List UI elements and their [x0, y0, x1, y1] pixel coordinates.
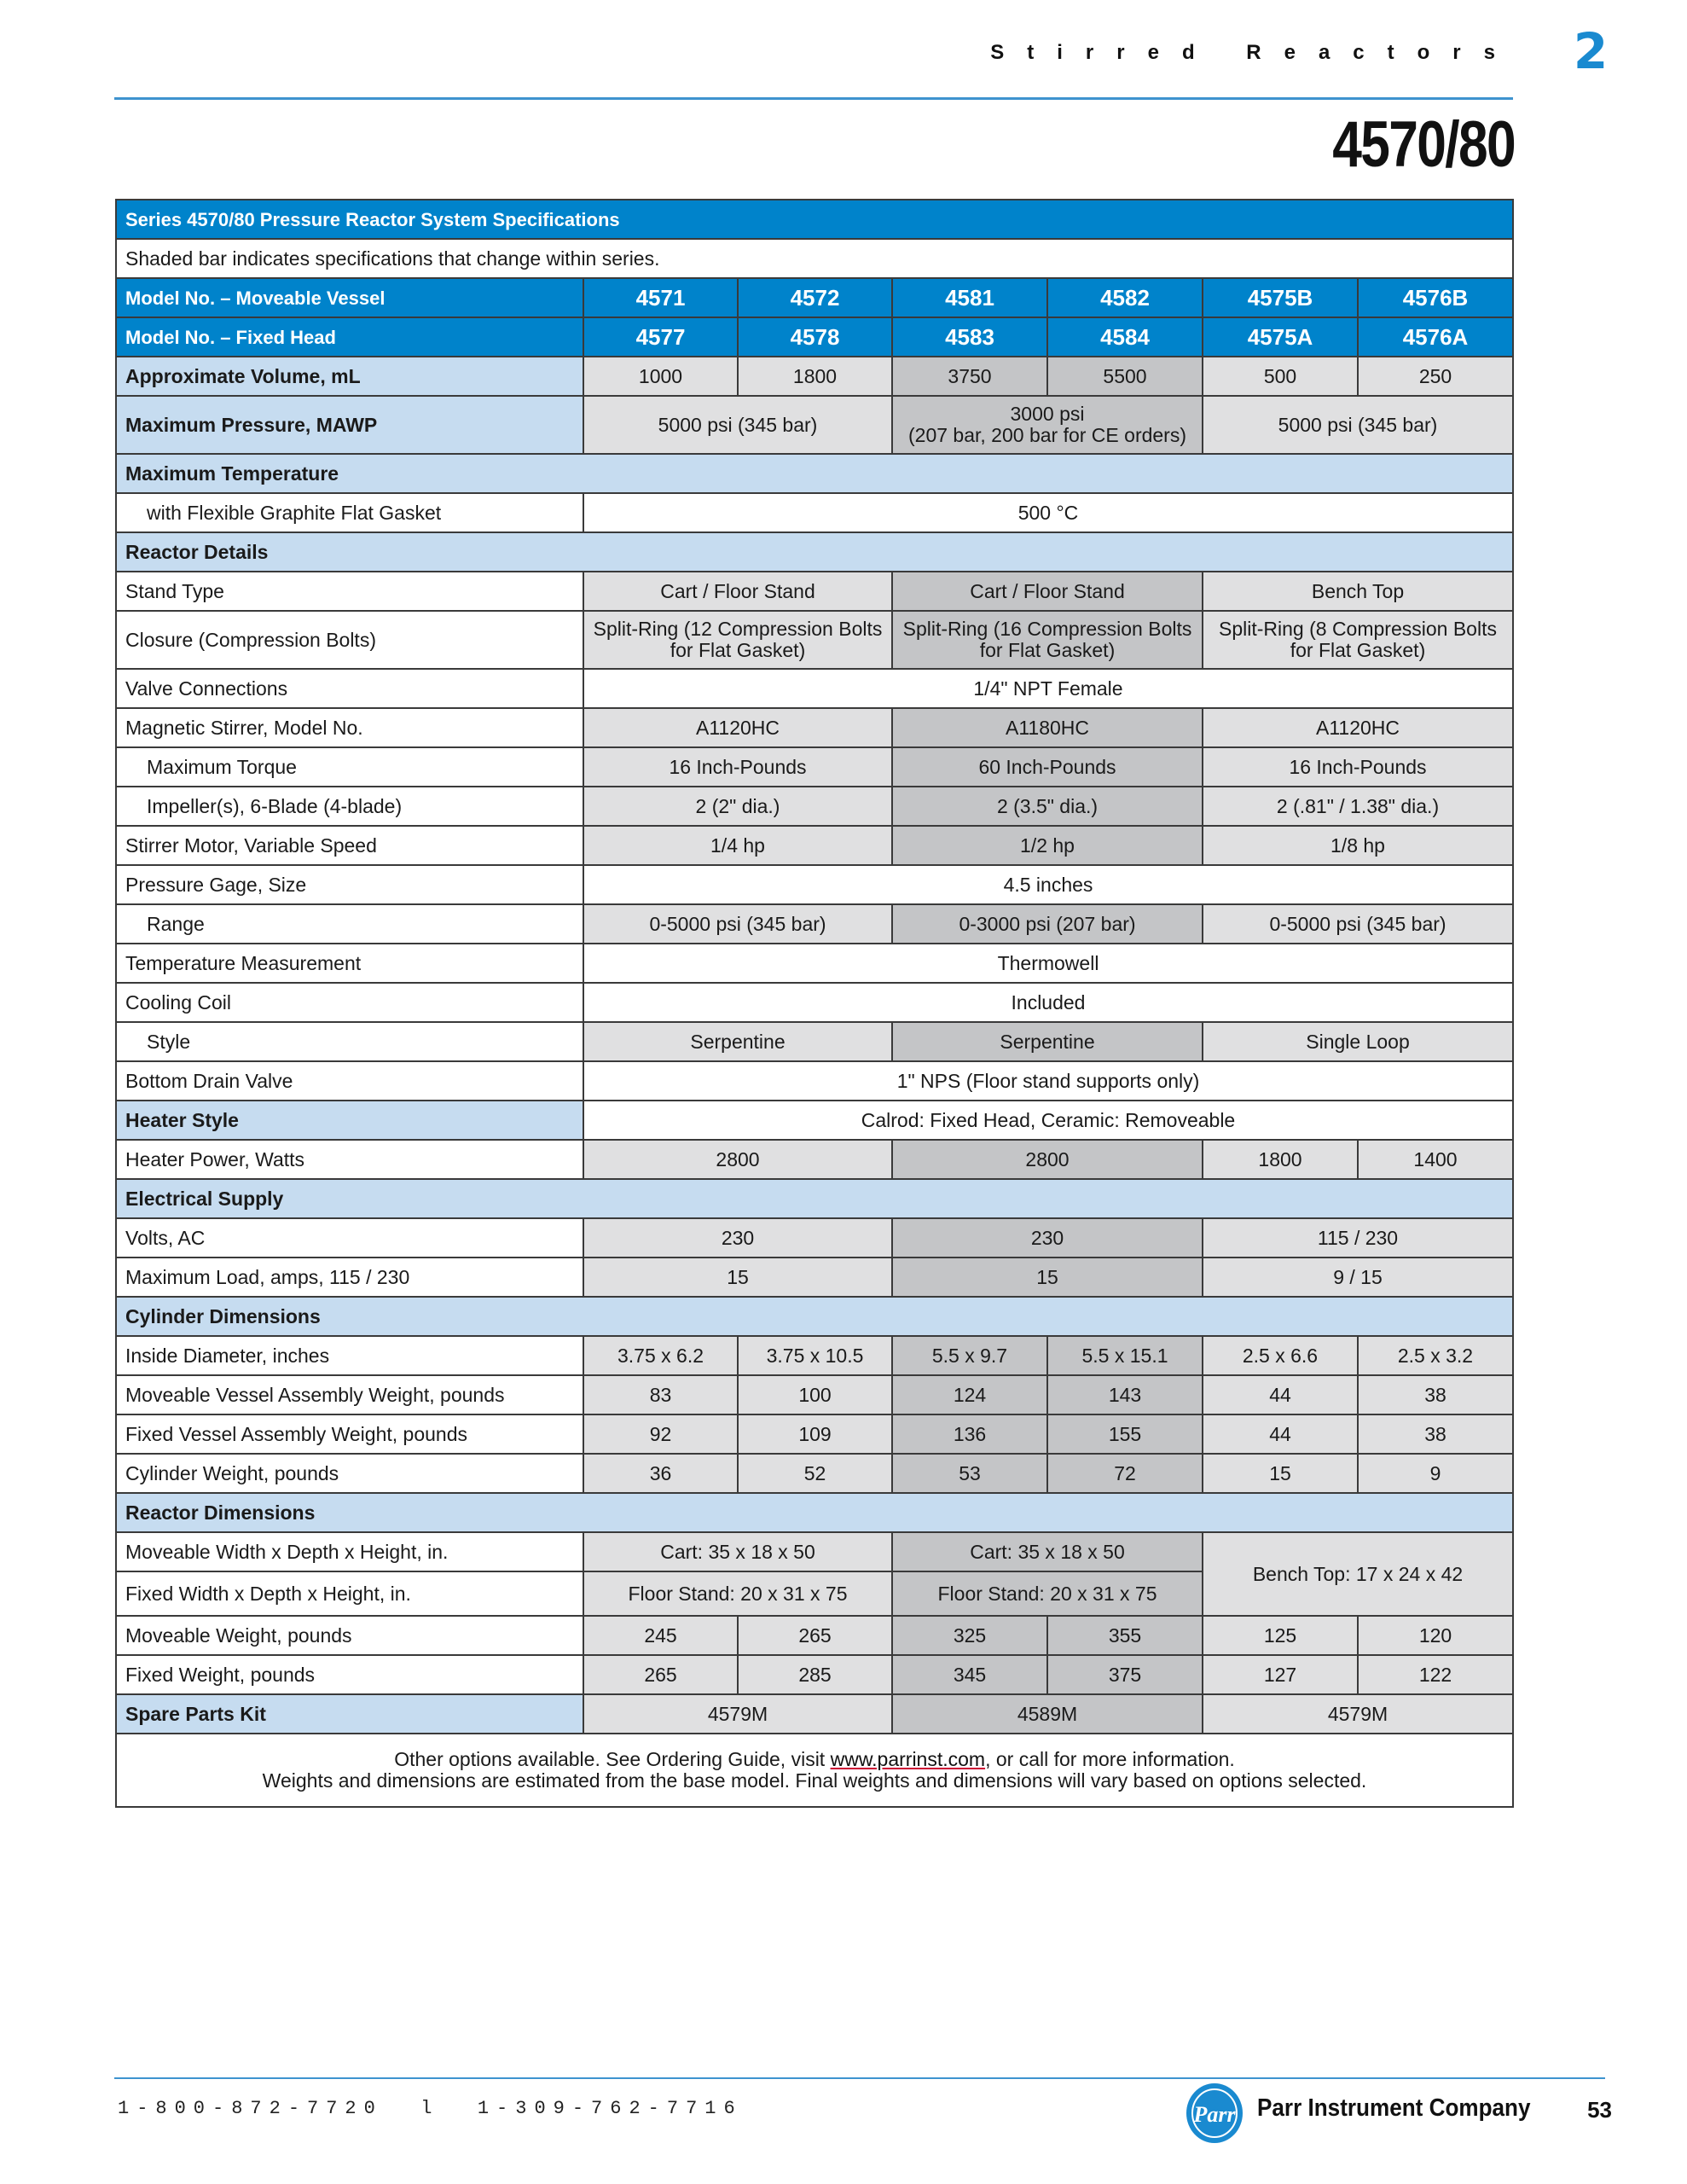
table-cell: 1/4" NPT Female — [583, 669, 1513, 708]
model-cell: 4583 — [892, 317, 1047, 357]
table-cell: 92 — [583, 1414, 738, 1454]
motor-row — [116, 826, 1513, 865]
table-cell: 52 — [738, 1454, 892, 1493]
table-cell: 125 — [1203, 1616, 1358, 1655]
inside-diameter-row — [116, 1336, 1513, 1375]
volume-row — [116, 357, 1513, 396]
heater-power-row — [116, 1140, 1513, 1179]
footnote-text: , or call for more information. — [985, 1748, 1235, 1770]
table-cell: 355 — [1047, 1616, 1203, 1655]
row-label: Range — [116, 904, 583, 944]
table-cell: Cart / Floor Stand — [583, 572, 892, 611]
row-label: Model No. – Moveable Vessel — [116, 278, 583, 317]
section-row-reactor-details — [116, 532, 1513, 572]
table-cell: Cart: 35 x 18 x 50 — [583, 1532, 892, 1571]
row-label: Stirrer Motor, Variable Speed — [116, 826, 583, 865]
table-cell: 38 — [1358, 1414, 1513, 1454]
table-cell: 60 Inch-Pounds — [892, 747, 1203, 787]
footer-divider — [114, 2077, 1605, 2079]
model-cell: 4577 — [583, 317, 738, 357]
table-cell: Bench Top: 17 x 24 x 42 — [1203, 1532, 1513, 1616]
table-cell: Single Loop — [1203, 1022, 1513, 1061]
row-label: Fixed Width x Depth x Height, in. — [116, 1571, 583, 1616]
table-cell: Floor Stand: 20 x 31 x 75 — [583, 1571, 892, 1616]
table-cell: 53 — [892, 1454, 1047, 1493]
model-cell: 4572 — [738, 278, 892, 317]
impeller-row — [116, 787, 1513, 826]
table-cell: 1/4 hp — [583, 826, 892, 865]
table-cell: Bench Top — [1203, 572, 1513, 611]
model-cell: 4581 — [892, 278, 1047, 317]
table-cell: 245 — [583, 1616, 738, 1655]
valve-row — [116, 669, 1513, 708]
table-cell: 230 — [892, 1218, 1203, 1258]
table-cell: 5.5 x 9.7 — [892, 1336, 1047, 1375]
table-note: Shaded bar indicates specifications that change within series. — [116, 239, 1513, 278]
table-footnote — [116, 1734, 1513, 1807]
cylinder-weight-row — [116, 1454, 1513, 1493]
section-heading: Cylinder Dimensions — [116, 1297, 1513, 1336]
table-cell: Serpentine — [892, 1022, 1203, 1061]
website-link[interactable]: www.parrinst.com — [830, 1748, 986, 1770]
table-cell: A1180HC — [892, 708, 1203, 747]
row-label: Moveable Vessel Assembly Weight, pounds — [116, 1375, 583, 1414]
table-cell: 15 — [583, 1258, 892, 1297]
row-label: Moveable Width x Depth x Height, in. — [116, 1532, 583, 1571]
section-row-max-temp — [116, 454, 1513, 493]
table-cell: 36 — [583, 1454, 738, 1493]
volts-row — [116, 1218, 1513, 1258]
model-cell: 4578 — [738, 317, 892, 357]
row-label: Fixed Vessel Assembly Weight, pounds — [116, 1414, 583, 1454]
coil-row — [116, 983, 1513, 1022]
closure-row — [116, 611, 1513, 669]
moveable-dims-row — [116, 1532, 1513, 1571]
row-label: Spare Parts Kit — [116, 1694, 583, 1734]
row-label: Style — [116, 1022, 583, 1061]
table-cell: 115 / 230 — [1203, 1218, 1513, 1258]
row-label: Volts, AC — [116, 1218, 583, 1258]
table-cell: 1/8 hp — [1203, 826, 1513, 865]
table-cell: 265 — [738, 1616, 892, 1655]
model-cell: 4575B — [1203, 278, 1358, 317]
page-number: 53 — [1587, 2097, 1612, 2123]
row-label: Heater Style — [116, 1101, 583, 1140]
row-label: Model No. – Fixed Head — [116, 317, 583, 357]
row-label: Maximum Pressure, MAWP — [116, 396, 583, 454]
row-label: Cylinder Weight, pounds — [116, 1454, 583, 1493]
table-cell: Thermowell — [583, 944, 1513, 983]
table-cell: Included — [583, 983, 1513, 1022]
heater-style-row — [116, 1101, 1513, 1140]
model-moveable-row — [116, 278, 1513, 317]
table-cell: 2 (.81" / 1.38" dia.) — [1203, 787, 1513, 826]
fixed-vessel-weight-row — [116, 1414, 1513, 1454]
table-cell: Cart / Floor Stand — [892, 572, 1203, 611]
table-cell: 1800 — [738, 357, 892, 396]
table-cell: 124 — [892, 1375, 1047, 1414]
load-row — [116, 1258, 1513, 1297]
row-label: Closure (Compression Bolts) — [116, 611, 583, 669]
table-cell: 285 — [738, 1655, 892, 1694]
table-cell: 4579M — [583, 1694, 892, 1734]
section-row-cylinder-dims — [116, 1297, 1513, 1336]
logo-text: Parr — [1193, 2102, 1236, 2127]
table-cell: 136 — [892, 1414, 1047, 1454]
row-label: Bottom Drain Valve — [116, 1061, 583, 1101]
table-title: Series 4570/80 Pressure Reactor System Specifications — [116, 200, 1513, 239]
section-row-reactor-dims — [116, 1493, 1513, 1532]
table-cell: 4589M — [892, 1694, 1203, 1734]
moveable-weight-row — [116, 1616, 1513, 1655]
table-cell: 250 — [1358, 357, 1513, 396]
table-cell: 2800 — [892, 1140, 1203, 1179]
page-title: 4570/80 — [1332, 108, 1515, 181]
table-cell: 2 (3.5" dia.) — [892, 787, 1203, 826]
row-label: Maximum Load, amps, 115 / 230 — [116, 1258, 583, 1297]
row-label: Pressure Gage, Size — [116, 865, 583, 904]
table-cell: 3750 — [892, 357, 1047, 396]
table-cell: 1400 — [1358, 1140, 1513, 1179]
table-cell: Split-Ring (16 Compression Bolts for Flat Gasket) — [892, 611, 1203, 669]
table-cell: A1120HC — [583, 708, 892, 747]
table-cell: 2 (2" dia.) — [583, 787, 892, 826]
section-heading: Reactor Dimensions — [116, 1493, 1513, 1532]
table-cell: 0-3000 psi (207 bar) — [892, 904, 1203, 944]
table-cell: Cart: 35 x 18 x 50 — [892, 1532, 1203, 1571]
gasket-row — [116, 493, 1513, 532]
table-cell: 2.5 x 3.2 — [1358, 1336, 1513, 1375]
torque-row — [116, 747, 1513, 787]
table-title-row — [116, 200, 1513, 239]
style-row — [116, 1022, 1513, 1061]
footnote-text: Weights and dimensions are estimated from the base model. Final weights and dimensions will vary based on options selected. — [262, 1769, 1367, 1792]
model-cell: 4584 — [1047, 317, 1203, 357]
table-cell: 122 — [1358, 1655, 1513, 1694]
table-cell: 1800 — [1203, 1140, 1358, 1179]
table-cell: Split-Ring (8 Compression Bolts for Flat Gasket) — [1203, 611, 1513, 669]
section-heading: Maximum Temperature — [116, 454, 1513, 493]
table-cell: 1" NPS (Floor stand supports only) — [583, 1061, 1513, 1101]
table-cell: 265 — [583, 1655, 738, 1694]
table-cell: 5000 psi (345 bar) — [1203, 396, 1513, 454]
table-cell: 143 — [1047, 1375, 1203, 1414]
table-cell: 109 — [738, 1414, 892, 1454]
section-heading: Reactor Details — [116, 532, 1513, 572]
table-cell: 15 — [892, 1258, 1203, 1297]
table-cell: 120 — [1358, 1616, 1513, 1655]
row-label: Impeller(s), 6-Blade (4-blade) — [116, 787, 583, 826]
row-label: Maximum Torque — [116, 747, 583, 787]
row-label: Moveable Weight, pounds — [116, 1616, 583, 1655]
row-label: Fixed Weight, pounds — [116, 1655, 583, 1694]
row-label: Inside Diameter, inches — [116, 1336, 583, 1375]
table-cell: 5.5 x 15.1 — [1047, 1336, 1203, 1375]
table-cell: Floor Stand: 20 x 31 x 75 — [892, 1571, 1203, 1616]
table-cell: 345 — [892, 1655, 1047, 1694]
table-cell: 5500 — [1047, 357, 1203, 396]
table-cell: 3000 psi (207 bar, 200 bar for CE orders) — [892, 396, 1203, 454]
model-cell: 4576A — [1358, 317, 1513, 357]
range-row — [116, 904, 1513, 944]
model-cell: 4576B — [1358, 278, 1513, 317]
table-cell: 3.75 x 6.2 — [583, 1336, 738, 1375]
table-cell: 72 — [1047, 1454, 1203, 1493]
row-label: Heater Power, Watts — [116, 1140, 583, 1179]
table-cell: 0-5000 psi (345 bar) — [1203, 904, 1513, 944]
table-cell: 1000 — [583, 357, 738, 396]
table-cell: 16 Inch-Pounds — [1203, 747, 1513, 787]
model-cell: 4582 — [1047, 278, 1203, 317]
row-label: Valve Connections — [116, 669, 583, 708]
table-cell: 2.5 x 6.6 — [1203, 1336, 1358, 1375]
footnote-text: Other options available. See Ordering Guide, visit — [394, 1748, 831, 1770]
table-footnote-row — [116, 1734, 1513, 1807]
table-cell: 4579M — [1203, 1694, 1513, 1734]
pressure-row — [116, 396, 1513, 454]
model-cell: 4571 — [583, 278, 738, 317]
row-label: with Flexible Graphite Flat Gasket — [116, 493, 583, 532]
company-name: Parr Instrument Company — [1257, 2094, 1531, 2122]
section-row-electrical — [116, 1179, 1513, 1218]
table-cell: 500 °C — [583, 493, 1513, 532]
table-cell: A1120HC — [1203, 708, 1513, 747]
chapter-number: 2 — [1573, 22, 1609, 80]
temp-meas-row — [116, 944, 1513, 983]
section-title: Stirred Reactors — [990, 41, 1518, 64]
gage-row — [116, 865, 1513, 904]
table-cell: 4.5 inches — [583, 865, 1513, 904]
table-cell: 0-5000 psi (345 bar) — [583, 904, 892, 944]
moveable-vessel-weight-row — [116, 1375, 1513, 1414]
model-cell: 4575A — [1203, 317, 1358, 357]
table-cell: 127 — [1203, 1655, 1358, 1694]
fixed-weight-row — [116, 1655, 1513, 1694]
phone-numbers: 1-800-872-7720 l 1-309-762-7716 — [118, 2098, 743, 2119]
stirrer-row — [116, 708, 1513, 747]
table-cell: Calrod: Fixed Head, Ceramic: Removeable — [583, 1101, 1513, 1140]
table-cell: 500 — [1203, 357, 1358, 396]
table-cell: 3.75 x 10.5 — [738, 1336, 892, 1375]
table-cell: 100 — [738, 1375, 892, 1414]
table-note-row — [116, 239, 1513, 278]
model-fixed-row — [116, 317, 1513, 357]
row-label: Stand Type — [116, 572, 583, 611]
table-cell: 155 — [1047, 1414, 1203, 1454]
table-cell: 2800 — [583, 1140, 892, 1179]
table-cell: 44 — [1203, 1375, 1358, 1414]
table-cell: 38 — [1358, 1375, 1513, 1414]
table-cell: 1/2 hp — [892, 826, 1203, 865]
table-cell: 15 — [1203, 1454, 1358, 1493]
table-cell: 375 — [1047, 1655, 1203, 1694]
section-heading: Electrical Supply — [116, 1179, 1513, 1218]
stand-type-row — [116, 572, 1513, 611]
table-cell: Serpentine — [583, 1022, 892, 1061]
table-cell: 16 Inch-Pounds — [583, 747, 892, 787]
row-label: Temperature Measurement — [116, 944, 583, 983]
drain-row — [116, 1061, 1513, 1101]
row-label: Cooling Coil — [116, 983, 583, 1022]
table-cell: 9 — [1358, 1454, 1513, 1493]
table-cell: 44 — [1203, 1414, 1358, 1454]
table-cell: 5000 psi (345 bar) — [583, 396, 892, 454]
row-label: Approximate Volume, mL — [116, 357, 583, 396]
table-cell: Split-Ring (12 Compression Bolts for Flat Gasket) — [583, 611, 892, 669]
spare-parts-row — [116, 1694, 1513, 1734]
table-cell: 9 / 15 — [1203, 1258, 1513, 1297]
table-cell: 325 — [892, 1616, 1047, 1655]
spec-table — [115, 199, 1514, 1808]
table-cell: 230 — [583, 1218, 892, 1258]
parr-logo — [1182, 2079, 1254, 2147]
table-cell: 83 — [583, 1375, 738, 1414]
header-divider — [114, 97, 1513, 100]
row-label: Magnetic Stirrer, Model No. — [116, 708, 583, 747]
